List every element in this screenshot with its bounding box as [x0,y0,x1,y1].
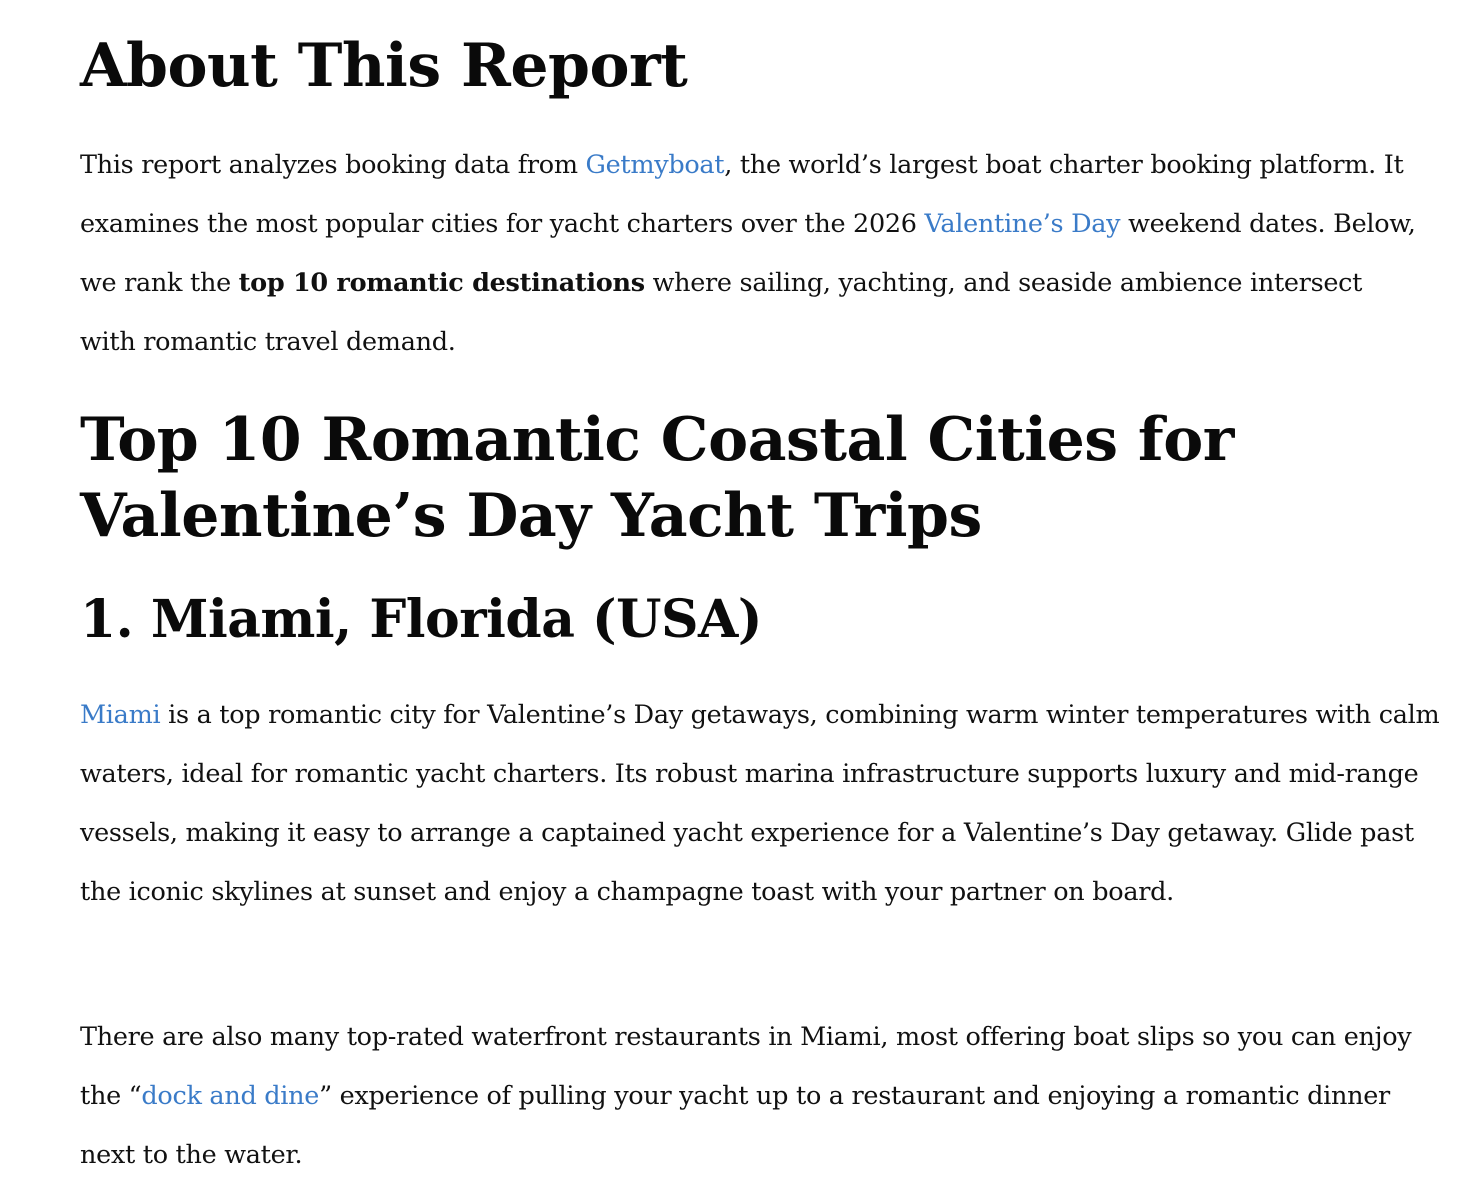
miami-paragraph-2 [80,1008,1420,1185]
dock-and-dine-link[interactable]: dock and dine [141,1081,320,1111]
miami-link[interactable]: Miami [80,700,161,730]
about-text-3: weekend dates. Below, we rank the [80,209,1416,298]
about-heading: About This Report [80,31,688,101]
top10-heading: Top 10 Romantic Coastal Cities for Valentine’s Day Yacht Trips [80,405,1234,551]
top-10-bold: top 10 romantic destinations [238,268,645,298]
miami-heading: 1. Miami, Florida (USA) [80,589,762,650]
miami-text-3: ” experience of pulling your yacht up to a restaurant and enjoying a romantic dinner next to the water. [80,1081,1390,1170]
about-text-4: where sailing, yachting, and seaside ambience intersect with romantic travel demand. [80,268,1363,357]
miami-paragraph-1 [80,686,1440,922]
miami-text-2: There are also many top-rated waterfront restaurants in Miami, most offering boat slips so you can enjoy the “ [80,1022,1412,1111]
getmyboat-link[interactable]: Getmyboat [585,150,725,180]
miami-text-1: is a top romantic city for Valentine’s Day getaways, combining warm winter temperatures with calm waters, ideal for romantic yacht charters. Its robust marina infrastructure supports luxury and mid-range vessels, making it easy to arrange a captained yacht experience for a Valentine’s Day getaway. Glide past the iconic skylines at sunset and enjoy a champagne toast with your partner on board. [80,700,1440,907]
about-text-2: , the world’s largest boat charter booking platform. It examines the most popular cities for yacht charters over the 2026 [80,150,1404,239]
about-text-1: This report analyzes booking data from [80,150,586,180]
valentines-day-link[interactable]: Valentine’s Day [924,209,1121,239]
about-paragraph [80,136,1420,372]
